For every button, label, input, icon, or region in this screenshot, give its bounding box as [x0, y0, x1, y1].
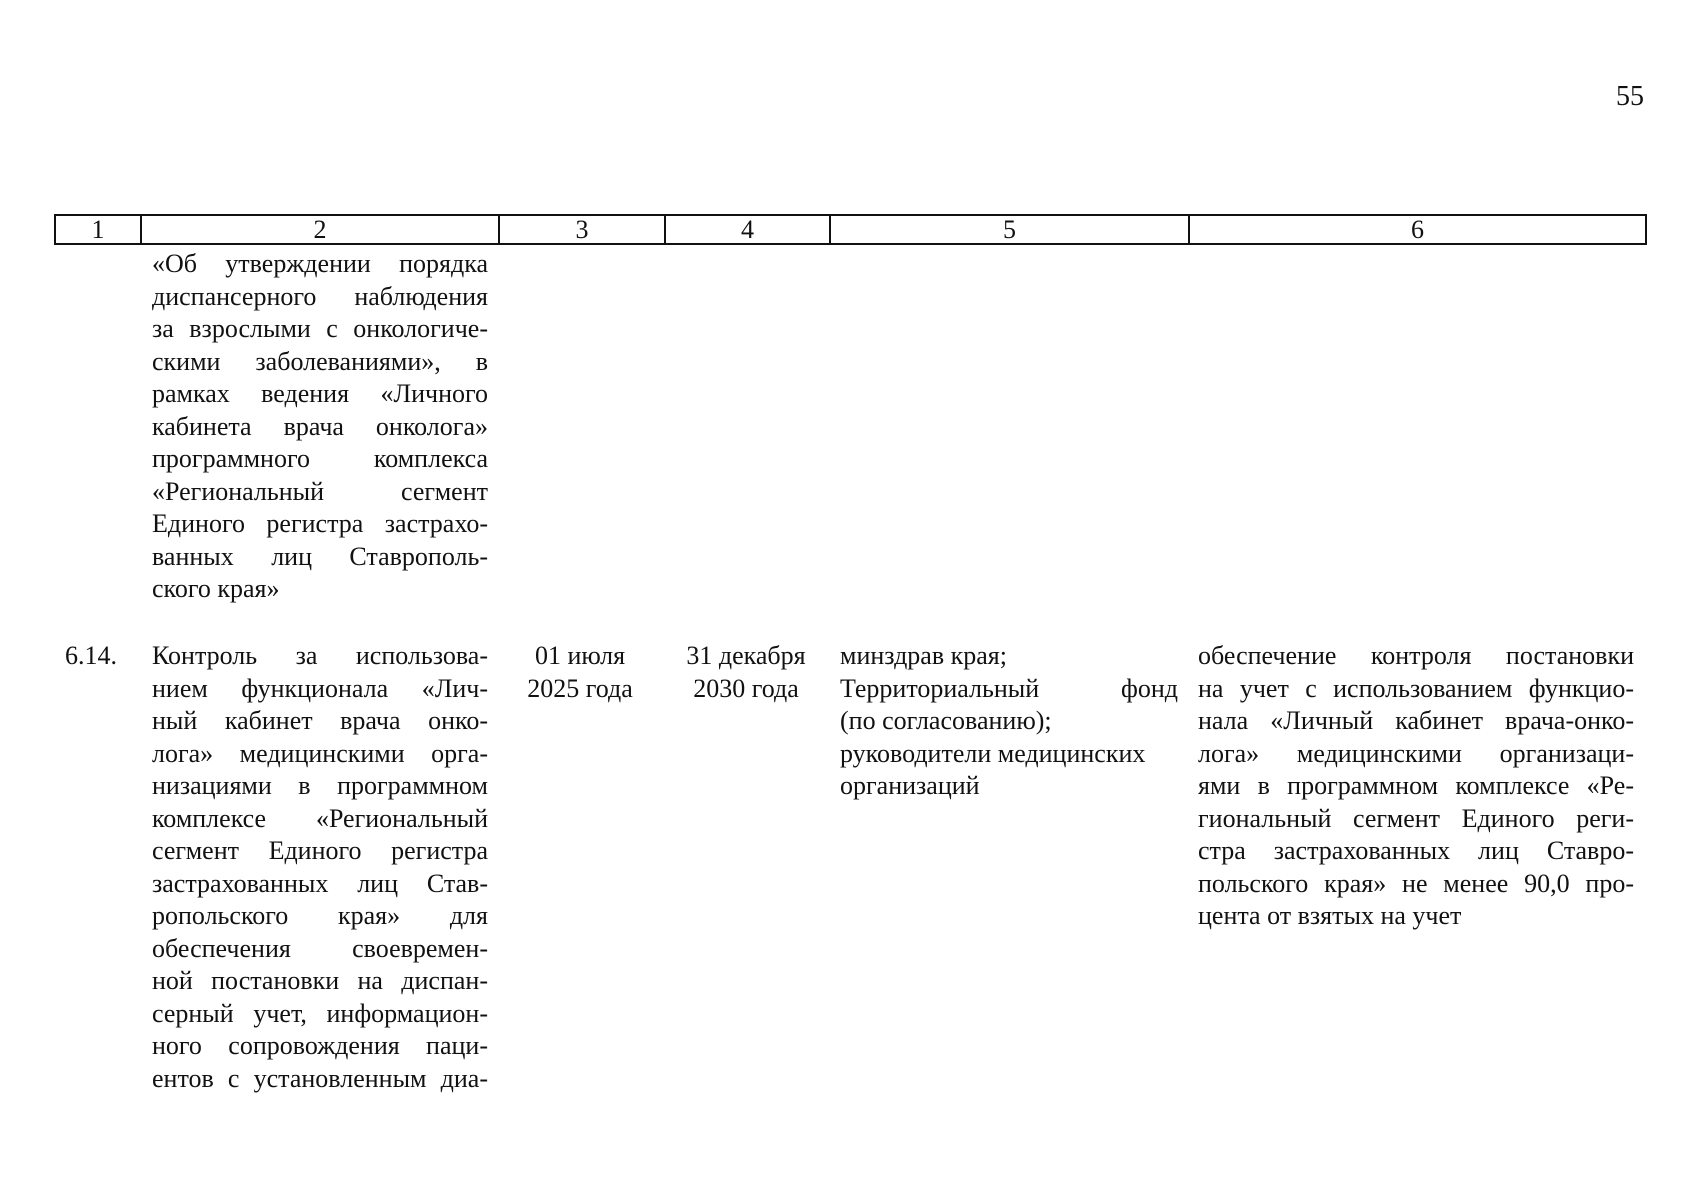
text-line: программного комплекса	[152, 444, 488, 473]
text-line: рамках ведения «Личного	[152, 379, 488, 408]
text-line: гиональный сегмент Единого реги-	[1198, 803, 1634, 833]
end-date-line: 2030 года	[693, 673, 799, 703]
text-line: цента от взятых на учет	[1198, 901, 1462, 930]
end-date-line: 31 декабря	[686, 641, 806, 670]
header-col-5: 5	[831, 216, 1190, 243]
text-line: ванных лиц Ставрополь-	[152, 541, 488, 571]
text-line: нала «Личный кабинет врача-онко-	[1198, 706, 1634, 735]
end-date	[670, 640, 822, 705]
text-line: ного сопровождения паци-	[152, 1031, 488, 1060]
start-date	[506, 640, 654, 705]
expected-result	[1198, 640, 1634, 933]
text-line: минздрав края;	[840, 641, 1007, 670]
text-line: диспансерного наблюдения	[152, 281, 488, 311]
text-line: за взрослыми с онкологиче-	[152, 314, 488, 343]
text-line: лога» медицинскими организаци-	[1198, 738, 1634, 768]
text-line: кабинета врача онколога»	[152, 411, 488, 441]
continuation-col2-text	[152, 248, 488, 606]
text-line: ный кабинет врача онко-	[152, 706, 488, 735]
text-line: руководители медицинских	[840, 738, 1146, 768]
row-number: 6.14.	[65, 641, 117, 670]
header-col-1: 1	[56, 216, 142, 243]
table-header-row	[54, 214, 1647, 245]
text-line: ентов с установленным диа-	[152, 1063, 488, 1093]
text-line: ной постановки на диспан-	[152, 966, 488, 995]
text-line: ского края»	[152, 574, 280, 603]
text-line: комплексе «Региональный	[152, 803, 488, 833]
text-line: организаций	[840, 771, 980, 800]
text-line: лога» медицинскими орга-	[152, 738, 488, 768]
text-line: «Региональный сегмент	[152, 476, 488, 506]
text-line: обеспечения своевремен-	[152, 933, 488, 963]
text-line: сегмент Единого регистра	[152, 836, 488, 865]
start-date-line: 01 июля	[534, 641, 626, 670]
text-line: Контроль за использова-	[152, 641, 488, 670]
text-line: застрахованных лиц Став-	[152, 868, 488, 898]
header-col-6: 6	[1411, 215, 1424, 244]
text-line: скими заболеваниями», в	[152, 346, 488, 376]
row-description	[152, 640, 488, 1095]
text-line: Территориальный фонд	[840, 673, 1178, 703]
header-col-2: 2	[142, 216, 500, 243]
text-line: Единого регистра застрахо-	[152, 509, 488, 538]
text-line: польского края» не менее 90,0 про-	[1198, 868, 1634, 898]
text-line: ропольского края» для	[152, 901, 488, 930]
responsible-executors	[840, 640, 1178, 803]
text-line: «Об утверждении порядка	[152, 249, 488, 278]
text-line: ями в программном комплексе «Ре-	[1198, 771, 1634, 800]
text-line: обеспечение контроля постановки	[1198, 641, 1634, 670]
header-col-3: 3	[500, 216, 666, 243]
header-col-4: 4	[666, 216, 831, 243]
text-line: стра застрахованных лиц Ставро-	[1198, 836, 1634, 865]
text-line: на учет с использованием функцио-	[1198, 673, 1634, 703]
text-line: (по согласованию);	[840, 706, 1052, 735]
text-line: нием функционала «Лич-	[152, 673, 488, 703]
start-date-line: 2025 года	[527, 673, 633, 703]
text-line: серный учет, информацион-	[152, 998, 488, 1028]
page-number: 55	[1616, 81, 1644, 112]
text-line: низациями в программном	[152, 771, 488, 800]
